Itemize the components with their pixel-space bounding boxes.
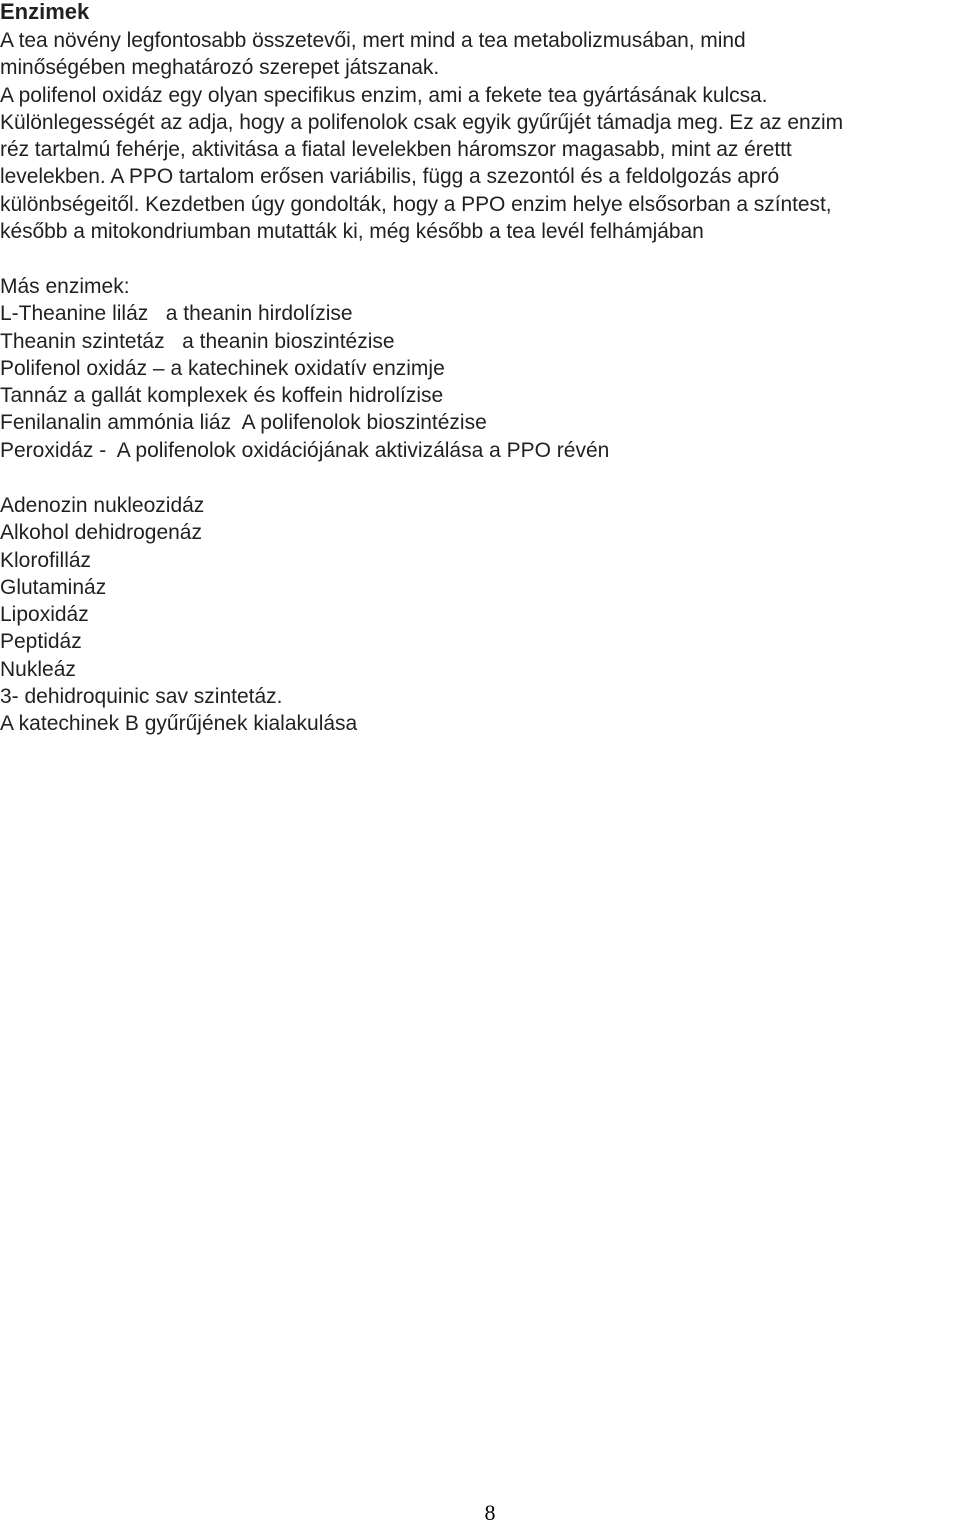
paragraph-line: különbségeitől. Kezdetben úgy gondolták, hogy a PPO enzim helye elsősorban a színtest, xyxy=(0,192,832,216)
paragraph-line: A polifenol oxidáz egy olyan specifikus enzim, ami a fekete tea gyártásának kulcsa. xyxy=(0,83,768,107)
page-number: 8 xyxy=(484,1500,496,1525)
enzyme-item: Peroxidáz - A polifenolok oxidációjának aktivizálása a PPO révén xyxy=(0,438,610,462)
enzyme-item: Peptidáz xyxy=(0,630,82,654)
paragraph-line: minőségében meghatározó szerepet játszanak. xyxy=(0,56,440,80)
paragraph-line: később a mitokondriumban mutatták ki, még később a tea levél felhámjában xyxy=(0,220,704,244)
enzyme-item: Fenilanalin ammónia liáz A polifenolok bioszintézise xyxy=(0,411,487,435)
intro-paragraph xyxy=(0,27,960,245)
enzyme-item: Lipoxidáz xyxy=(0,603,89,627)
enzyme-item: Tannáz a gallát komplexek és koffein hidrolízise xyxy=(0,384,444,408)
enzyme-item: L-Theanine liláz a theanin hirdolízise xyxy=(0,302,353,326)
paragraph-line: levelekben. A PPO tartalom erősen variábilis, függ a szezontól és a feldolgozás apró xyxy=(0,165,780,189)
more-enzymes-list xyxy=(0,492,357,738)
paragraph-line: réz tartalmú fehérje, aktivitása a fiatal levelekben háromszor magasabb, mint az érettt xyxy=(0,138,792,162)
enzyme-item: Theanin szintetáz a theanin bioszintézise xyxy=(0,329,395,353)
enzyme-item: A katechinek B gyűrűjének kialakulása xyxy=(0,712,358,736)
other-enzymes-list xyxy=(0,273,609,464)
paragraph-line: A tea növény legfontosabb összetevői, mert mind a tea metabolizmusában, mind xyxy=(0,29,746,52)
other-enzymes-heading: Más enzimek: xyxy=(0,275,130,298)
enzyme-item: 3- dehidroquinic sav szintetáz. xyxy=(0,685,283,709)
page-title: Enzimek xyxy=(0,0,90,24)
enzyme-item: Adenozin nukleozidáz xyxy=(0,494,205,517)
enzyme-item: Klorofilláz xyxy=(0,548,92,572)
enzyme-item: Glutamináz xyxy=(0,575,107,599)
enzyme-item: Polifenol oxidáz – a katechinek oxidatív enzimje xyxy=(0,356,445,380)
enzyme-item: Nukleáz xyxy=(0,657,76,681)
enzyme-item: Alkohol dehidrogenáz xyxy=(0,521,202,545)
paragraph-line: Különlegességét az adja, hogy a polifenolok csak egyik gyűrűjét támadja meg. Ez az enzim xyxy=(0,110,844,134)
